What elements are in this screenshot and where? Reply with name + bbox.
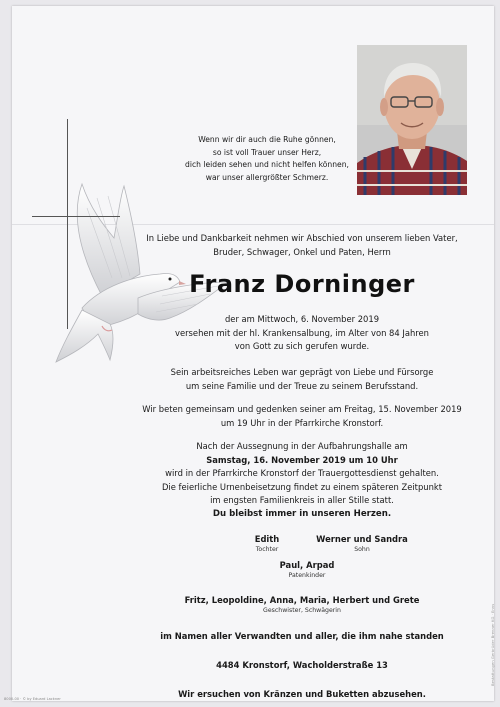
mourner-name: Fritz, Leopoldine, Anna, Maria, Herbert und Grete xyxy=(184,595,420,605)
mourner-entry xyxy=(152,595,452,614)
verse-line: dich leiden sehen und nicht helfen können, xyxy=(185,160,349,169)
mourner-name: Werner und Sandra xyxy=(316,534,408,544)
intro-line: In Liebe und Dankbarkeit nehmen wir Abschied von unserem lieben Vater, xyxy=(146,233,458,243)
mourner-name: Edith xyxy=(254,534,280,544)
death-notice-line: von Gott zu sich gerufen wurde. xyxy=(234,341,370,351)
mourner-relation: Sohn xyxy=(354,546,370,553)
funeral-line: Nach der Aussegnung in der Aufbahrungshalle am xyxy=(196,441,408,451)
mourner-relation: Patenkinder xyxy=(288,572,326,579)
motto: Du bleibst immer in unseren Herzen. xyxy=(212,509,392,519)
print-code: 8000-00 · © by Eduard Lackner xyxy=(4,697,61,701)
cross-horizontal xyxy=(32,216,120,217)
death-notice-line: der am Mittwoch, 6. November 2019 xyxy=(224,314,380,324)
mourner-entry xyxy=(232,534,302,553)
death-notice xyxy=(112,313,492,354)
funeral-line: im engsten Familienkreis in aller Stille statt. xyxy=(210,495,394,505)
intro-line: Bruder, Schwager, Onkel und Paten, Herrn xyxy=(213,246,391,257)
mourner-relation: Tochter xyxy=(255,546,279,553)
life-line: Sein arbeitsreiches Leben war geprägt von Liebe und Fürsorge xyxy=(170,367,434,377)
mourner-name: Paul, Arpad xyxy=(279,560,335,570)
mourner-entry xyxy=(302,534,422,553)
deceased-name: Franz Dorninger xyxy=(189,270,415,298)
undertaker-note: Bestattungen Gerbrüder Brenner KG · Enns xyxy=(490,603,495,686)
verse-line: war unser allergrößter Schmerz. xyxy=(205,172,329,182)
funeral-line: Die feierliche Urnenbeisetzung findet zu einem späteren Zeitpunkt xyxy=(161,481,443,492)
verse-line: so ist voll Trauer unser Herz, xyxy=(212,147,322,157)
funeral-date: Samstag, 16. November 2019 um 10 Uhr xyxy=(206,454,398,465)
mourner-relation: Geschwister, Schwägerin xyxy=(263,607,341,614)
address: 4484 Kronstorf, Wacholderstraße 13 xyxy=(216,660,388,670)
prayer-line: um 19 Uhr in der Pfarrkirche Kronstorf. xyxy=(220,417,384,428)
intro-text xyxy=(112,232,492,259)
life-description xyxy=(112,366,492,393)
prayer-notice xyxy=(112,403,492,430)
funeral-notice xyxy=(112,440,492,508)
relatives-line: im Namen aller Verwandten und aller, die ihm nahe standen xyxy=(160,631,444,641)
flowers-request: Wir ersuchen von Kränzen und Buketten abzusehen. xyxy=(178,689,426,699)
obituary-sheet xyxy=(12,6,494,701)
verse-line: Wenn wir dir auch die Ruhe gönnen, xyxy=(198,135,336,144)
portrait-photo xyxy=(357,45,467,195)
cross-vertical xyxy=(67,119,68,329)
death-notice-line: versehen mit der hl. Krankensalbung, im Alter von 84 Jahren xyxy=(175,327,429,338)
prayer-line: Wir beten gemeinsam und gedenken seiner am Freitag, 15. November 2019 xyxy=(142,404,462,414)
life-line: um seine Familie und der Treue zu seinem Berufsstand. xyxy=(185,380,419,391)
mourner-entry xyxy=(247,560,367,579)
memorial-verse xyxy=(162,134,372,184)
funeral-line: wird in der Pfarrkirche Kronstorf der Trauergottesdienst gehalten. xyxy=(165,468,439,478)
